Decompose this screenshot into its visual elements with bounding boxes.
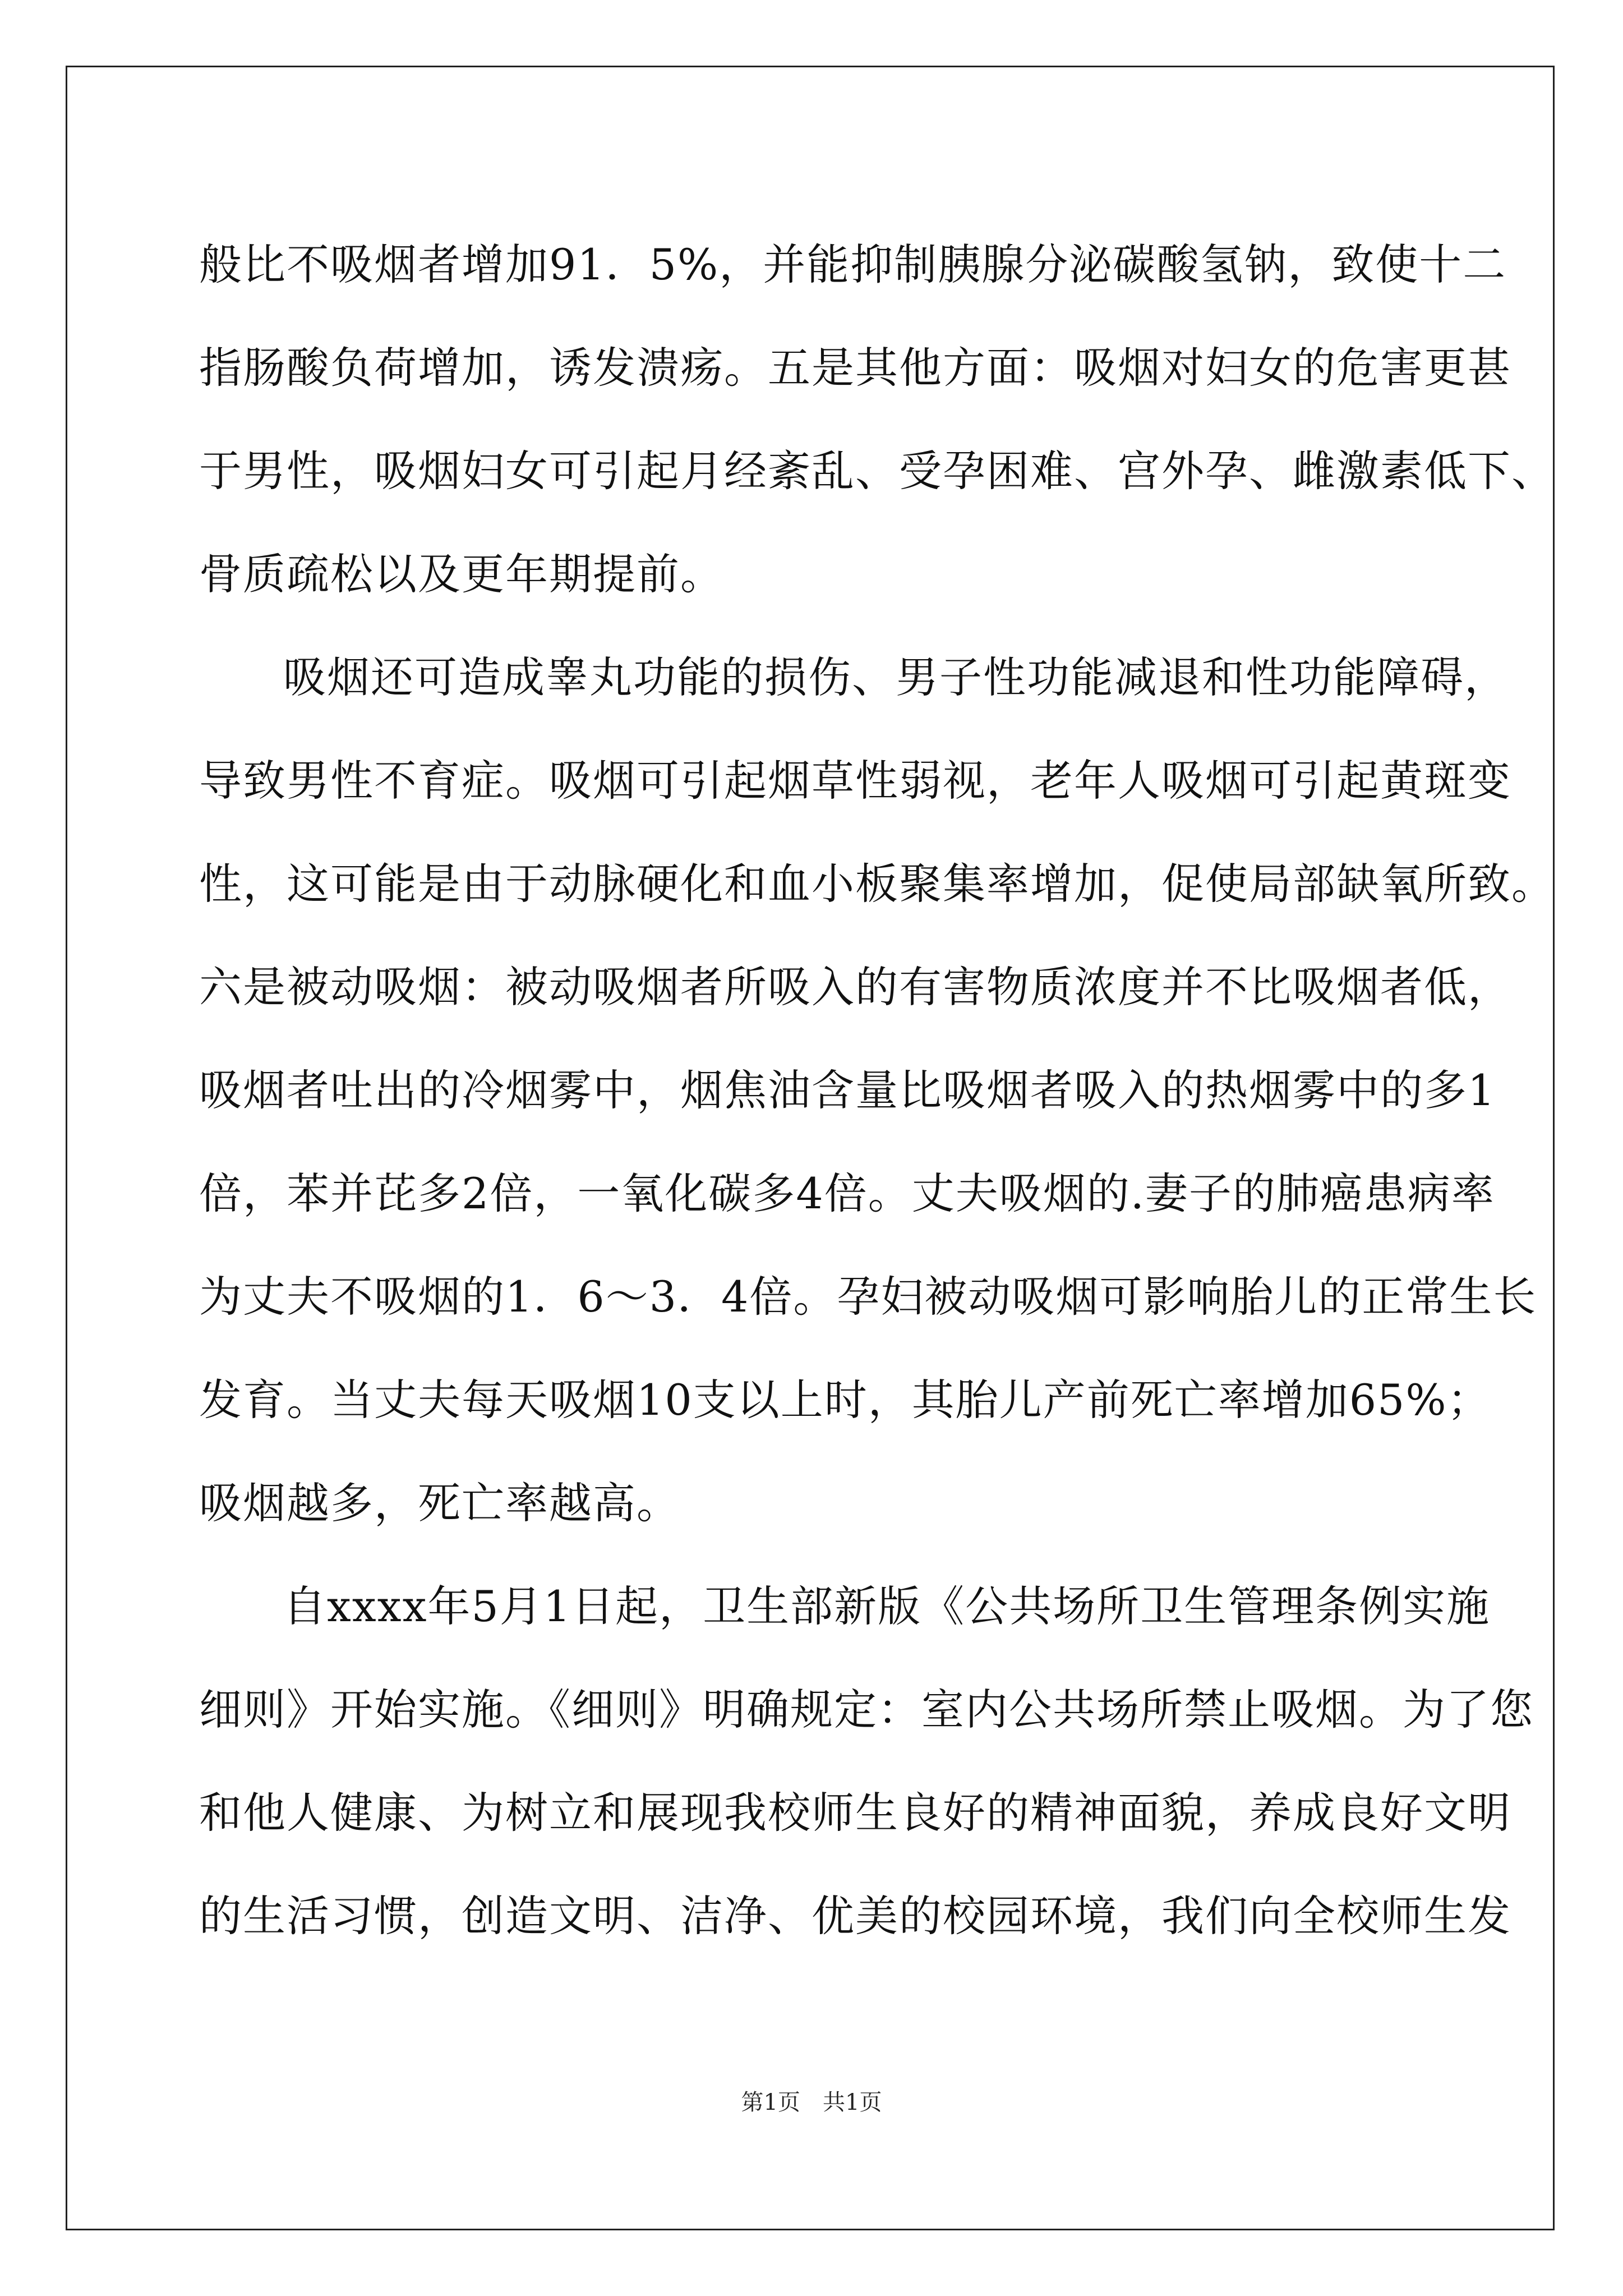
paragraph-start-line: 自xxxx年5月1日起，卫生部新版《公共场所卫生管理条例实施 [283, 1581, 1491, 1631]
text-line: 吸烟越多，死亡率越高。 [199, 1478, 680, 1528]
paragraph-start-line: 吸烟还可造成睾丸功能的损伤、男子性功能减退和性功能障碍， [283, 652, 1508, 702]
text-line: 般比不吸烟者增加91．5%，并能抑制胰腺分泌碳酸氢钠，致使十二 [199, 240, 1507, 289]
text-line: 骨质疏松以及更年期提前。 [199, 549, 724, 599]
text-line: 和他人健康、为树立和展现我校师生良好的精神面貌，养成良好文明 [199, 1788, 1511, 1838]
text-line: 导致男性不育症。吸烟可引起烟草性弱视，老年人吸烟可引起黄斑变 [199, 756, 1511, 806]
text-line: 细则》开始实施。《细则》明确规定：室内公共场所禁止吸烟。为了您 [199, 1685, 1534, 1734]
text-line: 发育。当丈夫每天吸烟10支以上时，其胎儿产前死亡率增加65%； [199, 1375, 1491, 1425]
text-line: 于男性，吸烟妇女可引起月经紊乱、受孕困难、宫外孕、雌激素低下、 [199, 446, 1555, 496]
text-line: 指肠酸负荷增加，诱发溃疡。五是其他方面：吸烟对妇女的危害更甚 [199, 343, 1511, 393]
text-line: 倍，苯并芘多2倍，一氧化碳多4倍。丈夫吸烟的.妻子的肺癌患病率 [199, 1168, 1495, 1218]
page-number-footer: 第1页 共1页 [741, 2090, 882, 2115]
document-body [199, 213, 1555, 1968]
text-line: 性，这可能是由于动脉硬化和血小板聚集率增加，促使局部缺氧所致。 [199, 859, 1555, 909]
text-line: 的生活习惯，创造文明、洁净、优美的校园环境，我们向全校师生发 [199, 1891, 1511, 1941]
text-line: 吸烟者吐出的冷烟雾中，烟焦油含量比吸烟者吸入的热烟雾中的多1 [199, 1065, 1496, 1115]
text-line: 六是被动吸烟：被动吸烟者所吸入的有害物质浓度并不比吸烟者低， [199, 962, 1511, 1012]
text-line: 为丈夫不吸烟的1．6～3．4倍。孕妇被动吸烟可影响胎儿的正常生长 [199, 1272, 1537, 1322]
